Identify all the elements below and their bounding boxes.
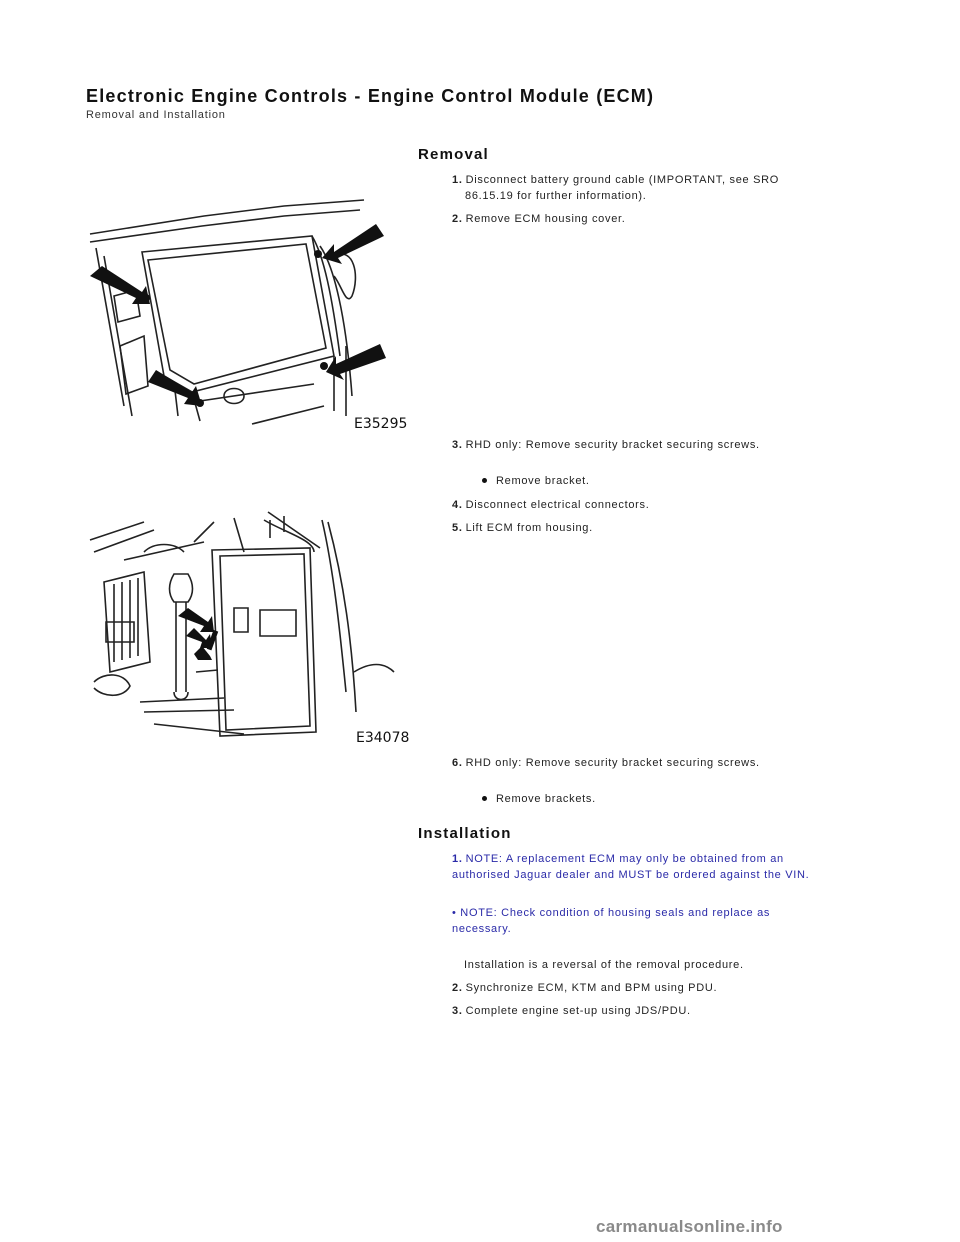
step-number: 5. xyxy=(452,522,463,534)
figure-ecm-module xyxy=(84,512,410,752)
step-text: Complete engine set-up using JDS/PDU. xyxy=(465,1005,691,1017)
ecm-module-illustration xyxy=(84,512,410,747)
step-number: 3. xyxy=(452,1005,463,1017)
page-title: Electronic Engine Controls - Engine Control Module (ECM) xyxy=(86,86,655,106)
removal-heading: Removal xyxy=(418,146,489,163)
note-text-continued: authorised Jaguar dealer and MUST be ordered against the VIN. xyxy=(452,869,810,881)
step-number: 2. xyxy=(452,213,463,225)
step-number: 3. xyxy=(452,439,463,451)
step-text: Disconnect battery ground cable (IMPORTANT, see SRO xyxy=(465,174,780,186)
step-number: 4. xyxy=(452,499,463,511)
removal-bullet-remove-bracket: Remove bracket. xyxy=(482,475,590,487)
removal-step-5 xyxy=(452,520,882,536)
removal-bullet-remove-brackets: Remove brackets. xyxy=(482,793,596,805)
step-text: RHD only: Remove security bracket securing screws. xyxy=(465,439,760,451)
footer-watermark: carmanualsonline.info xyxy=(596,1217,783,1236)
removal-step-1 xyxy=(452,172,882,204)
step-text: Lift ECM from housing. xyxy=(465,522,593,534)
note-text: NOTE: A replacement ECM may only be obtained from an xyxy=(465,853,784,865)
step-text: Synchronize ECM, KTM and BPM using PDU. xyxy=(465,982,718,994)
removal-step-3 xyxy=(452,437,882,453)
removal-step-2 xyxy=(452,211,882,227)
step-text-continued: 86.15.19 for further information). xyxy=(465,190,647,202)
ecm-housing-cover-illustration xyxy=(84,196,408,436)
step-number: 1. xyxy=(452,174,463,186)
installation-step-2 xyxy=(452,980,882,996)
figure-code-1: E35295 xyxy=(354,416,408,432)
figure-ecm-housing-cover xyxy=(84,196,408,441)
step-text: Disconnect electrical connectors. xyxy=(465,499,650,511)
removal-step-4 xyxy=(452,497,882,513)
removal-step-6 xyxy=(452,755,882,771)
note-text-continued: necessary. xyxy=(452,923,512,935)
installation-heading: Installation xyxy=(418,825,512,842)
step-number: 6. xyxy=(452,757,463,769)
installation-reversal-text: Installation is a reversal of the removal procedure. xyxy=(464,959,744,971)
page-subtitle: Removal and Installation xyxy=(86,109,226,121)
step-number: 2. xyxy=(452,982,463,994)
note-text: • NOTE: Check condition of housing seals and replace as xyxy=(452,907,771,919)
installation-note-2 xyxy=(452,905,882,937)
step-number: 1. xyxy=(452,853,463,865)
figure-code-2: E34078 xyxy=(356,730,410,746)
installation-note-1 xyxy=(452,851,882,883)
installation-step-3 xyxy=(452,1003,882,1019)
step-text: Remove ECM housing cover. xyxy=(465,213,626,225)
step-text: RHD only: Remove security bracket securing screws. xyxy=(465,757,760,769)
